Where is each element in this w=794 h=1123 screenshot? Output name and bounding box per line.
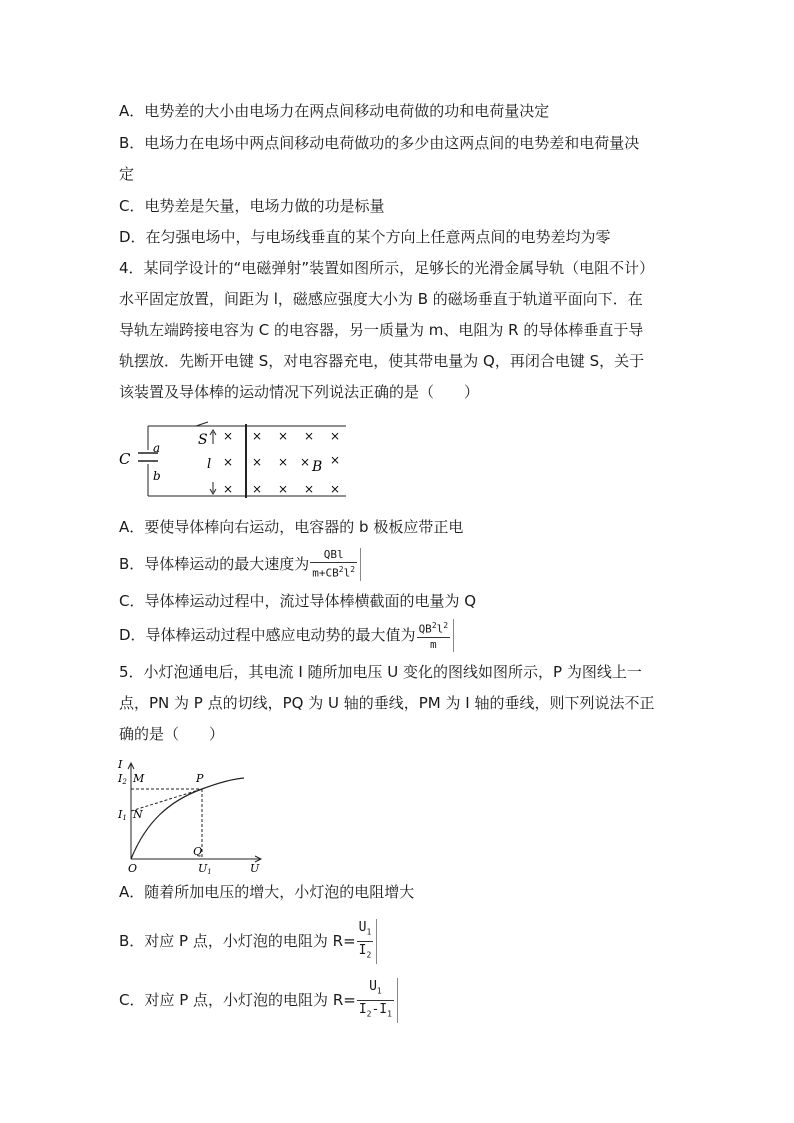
q4-circuit-figure [116, 420, 352, 502]
point-label-n: N [133, 808, 143, 821]
point-label-q: Q [193, 845, 203, 858]
q5-stem-line3: 确的是（ ） [119, 725, 225, 743]
q4-option-b-numerator: QBl [310, 548, 357, 563]
q3-option-d: D．在匀强电场中，与电场线垂直的某个方向上任意两点间的电势差均为零 [119, 228, 611, 246]
q5-option-b-denominator: $I_2$ [358, 943, 372, 960]
q5-option-c-text: C．对应 P 点，小灯泡的电阻为 R= [119, 991, 356, 1009]
spacing-label-l: l [207, 457, 212, 472]
field-cross-mark: × [300, 455, 311, 469]
point-label-m: M [133, 772, 145, 785]
field-cross-mark: × [278, 455, 289, 469]
field-cross-mark: × [223, 482, 234, 496]
point-label-p: P [196, 772, 204, 785]
q5-iu-graph [114, 758, 266, 878]
q3-option-b-line1: B．电场力在电场中两点间移动电荷做功的多少由这两点间的电势差和电荷量决 [119, 134, 640, 152]
q4-option-d-formula [417, 619, 455, 652]
q5-option-b-formula [357, 919, 378, 963]
q5-option-a: A．随着所加电压的增大，小灯泡的电阻增大 [119, 883, 415, 901]
q4-option-d-text: D．导体棒运动过程中感应电动势的最大值为 [119, 626, 416, 644]
q5-option-c-denominator: $I_2-I_1$ [358, 1002, 392, 1019]
q4-option-a: A．要使导体棒向右运动，电容器的 b 极板应带正电 [119, 518, 464, 536]
field-cross-mark: × [252, 482, 263, 496]
plate-label-a: a [153, 441, 161, 455]
q5-stem-line1: 5．小灯泡通电后，其电流 I 随所加电压 U 变化的图线如图所示，P 为图线上一 [119, 663, 642, 681]
origin-label-o: O [128, 862, 138, 875]
field-cross-mark: × [304, 482, 315, 496]
q5-option-c [119, 978, 398, 1023]
q4-stem-line4: 轨摆放．先断开电键 S，对电容器充电，使其带电量为 Q，再闭合电键 S，关于 [119, 352, 645, 370]
tick-label-i2: I2 [118, 772, 127, 786]
q4-option-c: C．导体棒运动过程中，流过导体棒横截面的电量为 Q [119, 592, 477, 610]
field-cross-mark: × [330, 453, 341, 467]
q3-option-a: A．电势差的大小由电场力在两点间移动电荷做的功和电荷量决定 [119, 102, 550, 120]
field-label-b: B [312, 459, 323, 475]
axis-label-i: I [118, 758, 123, 771]
q4-stem-line2: 水平固定放置，间距为 l，磁感应强度大小为 B 的磁场垂直于轨道平面向下．在 [119, 290, 643, 308]
q4-option-d [119, 616, 454, 654]
field-cross-mark: × [330, 482, 341, 496]
field-cross-mark: × [223, 429, 234, 443]
tick-label-i1: I1 [118, 808, 127, 822]
q4-stem-line1: 4．某同学设计的“电磁弹射”装置如图所示，足够长的光滑金属导轨（电阻不计） [119, 259, 655, 277]
q4-option-b-text: B．导体棒运动的最大速度为 [119, 555, 310, 573]
plate-label-b: b [153, 469, 161, 483]
q4-option-d-denominator: m [430, 637, 437, 651]
field-cross-mark: × [278, 429, 289, 443]
q5-stem-line2: 点，PN 为 P 点的切线，PQ 为 U 轴的垂线，PM 为 I 轴的垂线，则下列说法不正 [119, 694, 655, 712]
field-cross-mark: × [252, 455, 263, 469]
q5-option-c-formula [357, 978, 398, 1022]
switch-label-s: S [198, 432, 208, 448]
tick-label-u1: U1 [198, 862, 212, 876]
q5-option-b [119, 919, 377, 964]
q4-stem-line5: 该装置及导体棒的运动情况下列说法正确的是（ ） [119, 383, 480, 401]
q5-option-b-numerator: $U_1$ [357, 919, 374, 942]
capacitor-label-c: C [119, 450, 131, 468]
q4-option-b-denominator: $m+CB^2l^2$ [312, 565, 356, 580]
q4-option-b [119, 545, 361, 583]
q3-option-b-line2: 定 [119, 165, 135, 183]
field-cross-mark: × [223, 455, 234, 469]
field-cross-mark: × [278, 482, 289, 496]
q5-option-b-text: B．对应 P 点，小灯泡的电阻为 R= [119, 932, 356, 950]
q4-option-b-formula [310, 548, 361, 581]
field-cross-mark: × [252, 429, 263, 443]
q4-stem-line3: 导轨左端跨接电容为 C 的电容器，另一质量为 m、电阻为 R 的导体棒垂直于导 [119, 321, 644, 339]
field-cross-mark: × [330, 429, 341, 443]
field-cross-mark: × [304, 429, 315, 443]
q3-option-c: C．电势差是矢量，电场力做的功是标量 [119, 197, 385, 215]
q5-option-c-numerator: $U_1$ [357, 978, 394, 1001]
axis-label-u: U [250, 862, 260, 875]
q4-option-d-numerator: $QB^2l^2$ [418, 621, 449, 636]
